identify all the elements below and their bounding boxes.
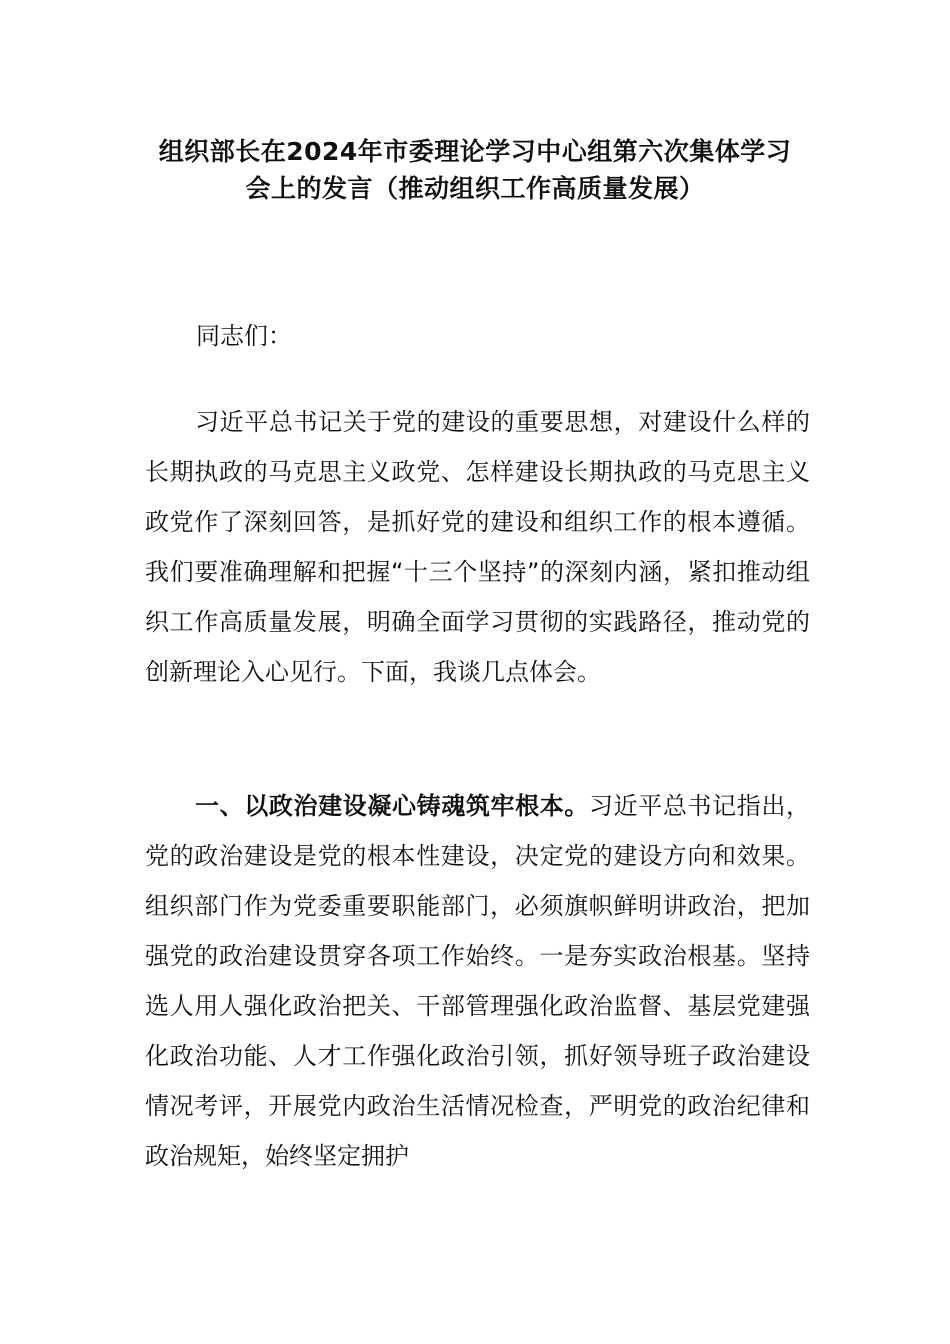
section-1-body: 习近平总书记指出，党的政治建设是党的根本性建设，决定党的建设方向和效果。组织部门作为党委重要职能部门，必须旗帜鲜明讲政治，把加强党的政治建设贯穿各项工作始终。一是夯实政治根基。坚持选人用人强化政治把关、干部管理强化政治监督、基层党建强化政治功能、人才工作强化政治引领，抓好领导班子政治建设情况考评，开展党内政治生活情况检查，严明党的政治纪律和政治规矩，始终坚定拥护 (145, 792, 810, 1170)
section-1-heading: 一、以政治建设凝心铸魂筑牢根本。 (195, 792, 589, 820)
paragraph-section-1 (145, 781, 810, 1181)
title-line-2: 会上的发言（推动组织工作高质量发展） (245, 174, 705, 203)
paragraph-intro: 习近平总书记关于党的建设的重要思想，对建设什么样的长期执政的马克思主义政党、怎样建设长期执政的马克思主义政党作了深刻回答，是抓好党的建设和组织工作的根本遵循。我们要准确理解和把握“十三个坚持”的深刻内涵，紧扣推动组织工作高质量发展，明确全面学习贯彻的实践路径，推动党的创新理论入心见行。下面，我谈几点体会。 (145, 408, 810, 686)
title-line-1: 组织部长在2024年市委理论学习中心组第六次集体学习 (158, 137, 792, 166)
greeting: 同志们： (196, 322, 292, 350)
document-title (120, 133, 830, 207)
